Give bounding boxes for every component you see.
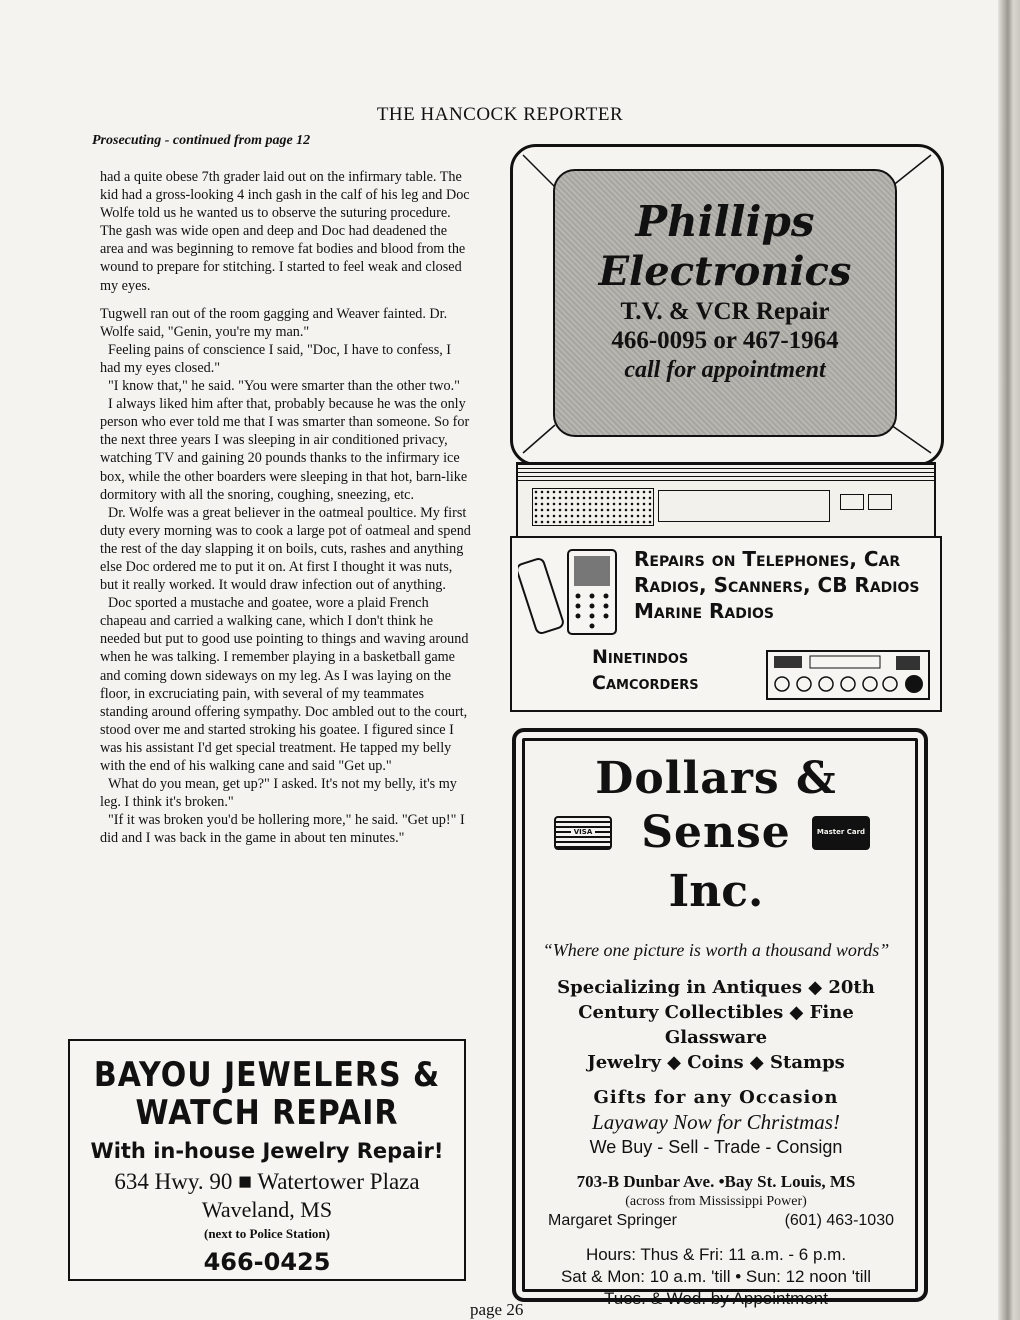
dollars-layaway: Layaway Now for Christmas! bbox=[592, 1110, 840, 1134]
article-paragraph: I always liked him after that, probably because he was the only person who ever told me that I was smarter than someone. So for the next three years I was sleeping in air conditioned privacy, watching TV and gaining 20 pounds thanks to the infirmary ice box, while the other boarders were sleeping in that hot, barn-like dormitory with all the snoring, coughing, sneezing, etc. bbox=[100, 396, 470, 503]
article-paragraph: Dr. Wolfe was a great believer in the oatmeal poultice. My first duty every morning was to cook a large pot of oatmeal and spend the rest of the day slapping it on boils, cuts, rashes and anything else Doc ordered me to put it on. At first I thought it was nuts, but it really worked. It would draw infection out of anything. bbox=[100, 504, 471, 594]
visa-label: VISA bbox=[571, 828, 595, 836]
repairs-box bbox=[510, 536, 942, 712]
tv-screen bbox=[553, 169, 897, 437]
bayou-phone: 466-0425 bbox=[203, 1248, 331, 1276]
article-paragraph: "I know that," he said. "You were smarter than the other two." bbox=[108, 378, 460, 395]
repairs-list bbox=[634, 546, 934, 624]
dollars-specialties bbox=[526, 975, 906, 1075]
article-paragraph: "If it was broken you'd be hollering more," he said. "Get up!" I did and I was back in the game in about ten minutes." bbox=[100, 812, 465, 847]
tv-button bbox=[840, 494, 864, 510]
extra-line: Camcorders bbox=[592, 672, 699, 694]
bayou-landmark: (next to Police Station) bbox=[203, 1226, 330, 1241]
hours-line: Sat & Mon: 10 a.m. 'till • Sun: 12 noon 'till bbox=[560, 1267, 872, 1286]
article-paragraph: Tugwell ran out of the room gagging and Weaver fainted. Dr. Wolfe said, "Genin, you're my man." bbox=[100, 305, 448, 340]
bayou-jewelers-ad bbox=[68, 1039, 466, 1281]
specialty-line: Specializing in Antiques ◆ 20th bbox=[557, 977, 875, 998]
repairs-line: Radios, Scanners, CB Radios bbox=[634, 573, 920, 597]
article-paragraph: What do you mean, get up?" I asked. It's not my belly, it's my leg. I think it's broken." bbox=[100, 776, 457, 811]
dollars-ad-content bbox=[526, 744, 906, 1310]
dollars-owner-row bbox=[526, 1212, 906, 1230]
phillips-service: T.V. & VCR Repair bbox=[620, 298, 830, 325]
phillips-phones: 466-0095 or 467-1964 bbox=[611, 327, 839, 354]
phillips-electronics-ad bbox=[510, 144, 940, 710]
dollars-owner: Margaret Springer bbox=[548, 1212, 677, 1229]
masthead: THE HANCOCK REPORTER bbox=[376, 104, 624, 125]
dollars-address: 703-B Dunbar Ave. •Bay St. Louis, MS bbox=[576, 1172, 856, 1191]
extra-services bbox=[592, 644, 792, 696]
dollars-and-sense-ad bbox=[512, 728, 924, 1308]
cb-radio-icon bbox=[766, 650, 930, 700]
mastercard-label: Master Card bbox=[816, 828, 866, 836]
article-paragraph: Doc sported a mustache and goatee, wore a plaid French chapeau and carried a walking cane, which I don't think he needed but put to good use pointing to things and waving around when he was talking. I remember playing in a basketball game and coming down sideways on my leg. As I was laying on the floor, in excruciating pain, with several of my teammates standing around offering sympathy. Doc ambled out to the court, stood over me and started stroking his goatee. I figured since I was his assistant I'd get special treatment. He tapped my belly with the end of his walking cane and said "Get up." bbox=[100, 595, 469, 774]
repairs-line: Repairs on Telephones, Car bbox=[634, 547, 901, 571]
bayou-city: Waveland, MS bbox=[201, 1197, 333, 1222]
speaker-grille bbox=[532, 488, 654, 526]
phillips-call: call for appointment bbox=[624, 357, 826, 383]
dollars-inc: Inc. bbox=[668, 866, 764, 917]
article-paragraph: Feeling pains of conscience I said, "Doc, I have to confess, I had my eyes closed." bbox=[100, 341, 452, 376]
dollars-title: Dollars & Sense bbox=[595, 753, 837, 858]
bayou-title-line2: WATCH REPAIR bbox=[135, 1093, 399, 1134]
tv-vent-stripes bbox=[518, 464, 934, 484]
hours-line: Tues. & Wed. by Appointment bbox=[604, 1289, 828, 1308]
tv-button bbox=[868, 494, 892, 510]
vcr-slot bbox=[658, 490, 830, 522]
phillips-name: Phillips bbox=[635, 197, 815, 246]
dollars-landmark: (across from Mississippi Power) bbox=[625, 1194, 807, 1209]
article-paragraph: had a quite obese 7th grader laid out on the infirmary table. The kid had a gross-looking 4 inch gash in the calf of his leg and Doc Wolfe told us he wanted us to observe the suturing procedure. The gash was wide open and deep and Doc had deadened the area and was beginning to remove fat bodies and blood from the wound to prepare for stitching. I started to feel weak and closed my eyes. bbox=[100, 169, 470, 294]
hours-line: Hours: Thus & Fri: 11 a.m. - 6 p.m. bbox=[585, 1245, 847, 1264]
page-number: page 26 bbox=[470, 1300, 524, 1319]
electronics-name: Electronics bbox=[598, 248, 852, 295]
repairs-line: Marine Radios bbox=[634, 599, 775, 623]
telephone-icon bbox=[518, 544, 622, 638]
extra-line: Ninetindos bbox=[592, 646, 689, 668]
bayou-title-line1: BAYOU JEWELERS & bbox=[93, 1055, 441, 1096]
specialty-line: Jewelry ◆ Coins ◆ Stamps bbox=[587, 1052, 845, 1073]
dollars-phone: (601) 463-1030 bbox=[784, 1212, 894, 1229]
bayou-address: 634 Hwy. 90 ■ Watertower Plaza bbox=[114, 1169, 420, 1194]
tv-cabinet bbox=[510, 144, 944, 466]
dollars-buy-sell: We Buy - Sell - Trade - Consign bbox=[589, 1137, 843, 1157]
dollars-hours bbox=[526, 1244, 906, 1310]
article-column bbox=[100, 168, 472, 847]
continued-note: Prosecuting - continued from page 12 bbox=[92, 133, 311, 148]
dollars-gifts: Gifts for any Occasion bbox=[593, 1087, 839, 1108]
dollars-quote: “Where one picture is worth a thousand words” bbox=[542, 940, 890, 960]
specialty-line: Century Collectibles ◆ Fine Glassware bbox=[578, 1002, 854, 1048]
scan-page-edge bbox=[998, 0, 1020, 1320]
bayou-tagline: With in-house Jewelry Repair! bbox=[90, 1139, 444, 1163]
tv-base bbox=[516, 462, 936, 540]
